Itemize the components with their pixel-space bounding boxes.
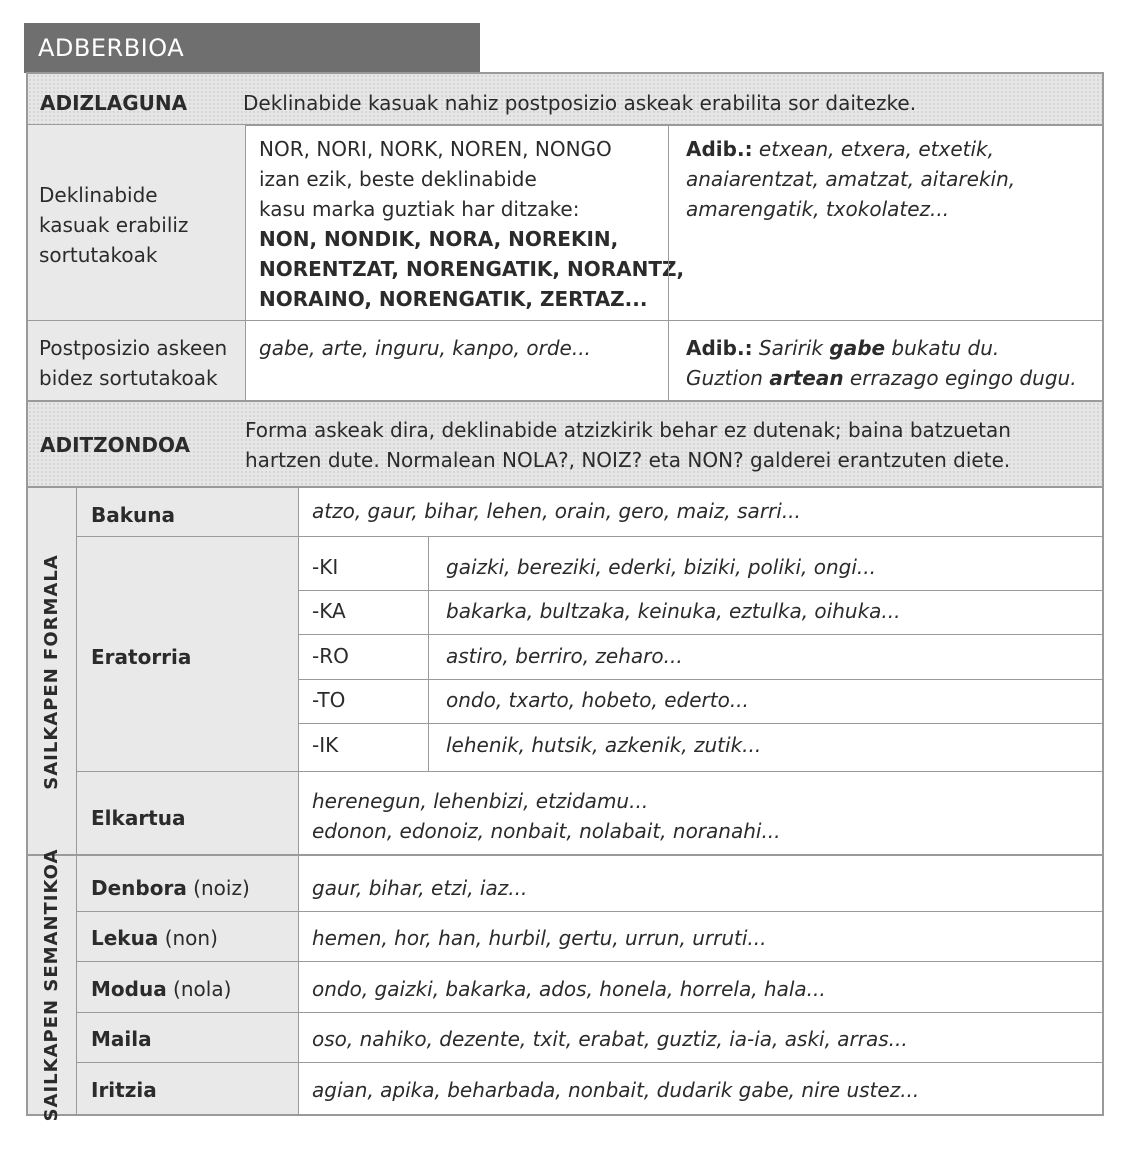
suffix-ki: -KI	[312, 555, 339, 579]
maila-label: Maila	[91, 1027, 152, 1051]
lekua-label: Lekua (non)	[91, 926, 218, 950]
aditzondoa-description: Forma askeak dira, deklinabide atzizkirik behar ez dutenak; baina batzuetan hartzen dute. Normalean NOLA?, NOIZ? eta NON? galderei erantzuten diete.	[245, 418, 1011, 472]
suffix-ik: -IK	[312, 733, 339, 757]
postposizio-examples: Adib.: Saririk gabe bukatu du. Guztion artean errazago egingo dugu.	[686, 336, 1077, 390]
maila-examples: oso, nahiko, dezente, txit, erabat, guztiz, ia-ia, aski, arras...	[312, 1027, 908, 1051]
suffix-ki-examples: gaizki, bereziki, ederki, biziki, poliki, ongi...	[446, 555, 876, 579]
example-label: Adib.:	[686, 137, 753, 161]
deklinabide-rule: NOR, NORI, NORK, NOREN, NONGO izan ezik, beste deklinabide kasu marka guztiak har ditzake: NON, NONDIK, NORA, NOREKIN, NORENTZAT, NORENGATIK, NORANTZ, NORAINO, NORENGATIK, ZERTAZ...	[259, 134, 684, 314]
page-title: ADBERBIOA	[24, 23, 480, 73]
eratorria-label: Eratorria	[91, 645, 192, 669]
postposizio-label: Postposizio askeen bidez sortutakoak	[39, 336, 228, 390]
elkartua-examples: herenegun, lehenbizi, etzidamu... edonon, edonoiz, nonbait, nolabait, noranahi...	[312, 789, 781, 843]
aditzondoa-label: ADITZONDOA	[40, 433, 190, 457]
postposizio-words: gabe, arte, inguru, kanpo, orde...	[259, 336, 591, 360]
deklinabide-case-list: NON, NONDIK, NORA, NOREKIN, NORENTZAT, NORENGATIK, NORANTZ, NORAINO, NORENGATIK, ZERTAZ...	[259, 227, 685, 311]
semantikoa-section-label: SAILKAPEN SEMANTIKOA	[41, 848, 62, 1122]
iritzia-examples: agian, apika, beharbada, nonbait, dudarik gabe, nire ustez...	[312, 1078, 920, 1102]
lekua-examples: hemen, hor, han, hurbil, gertu, urrun, urruti...	[312, 926, 767, 950]
suffix-ka-examples: bakarka, bultzaka, keinuka, eztulka, oihuka...	[446, 599, 901, 623]
denbora-label: Denbora (noiz)	[91, 876, 250, 900]
deklinabide-label: Deklinabide kasuak erabiliz sortutakoak	[39, 183, 189, 267]
elkartua-label: Elkartua	[91, 806, 186, 830]
denbora-examples: gaur, bihar, etzi, iaz...	[312, 876, 528, 900]
modua-examples: ondo, gaizki, bakarka, ados, honela, horrela, hala...	[312, 977, 826, 1001]
suffix-ka: -KA	[312, 599, 346, 623]
suffix-ro-examples: astiro, berriro, zeharo...	[446, 644, 683, 668]
formala-section-label: SAILKAPEN FORMALA	[41, 554, 62, 790]
bakuna-label: Bakuna	[91, 503, 176, 527]
adizlaguna-description: Deklinabide kasuak nahiz postposizio askeak erabilita sor daitezke.	[243, 91, 917, 115]
suffix-ik-examples: lehenik, hutsik, azkenik, zutik...	[446, 733, 762, 757]
adizlaguna-label: ADIZLAGUNA	[40, 91, 188, 115]
deklinabide-examples: Adib.: etxean, etxera, etxetik, anaiarentzat, amatzat, aitarekin, amarengatik, txokolatez...	[686, 137, 1016, 221]
iritzia-label: Iritzia	[91, 1078, 157, 1102]
suffix-to: -TO	[312, 688, 346, 712]
suffix-to-examples: ondo, txarto, hobeto, ederto...	[446, 688, 749, 712]
suffix-ro: -RO	[312, 644, 349, 668]
modua-label: Modua (nola)	[91, 977, 232, 1001]
bakuna-examples: atzo, gaur, bihar, lehen, orain, gero, maiz, sarri...	[312, 499, 801, 523]
